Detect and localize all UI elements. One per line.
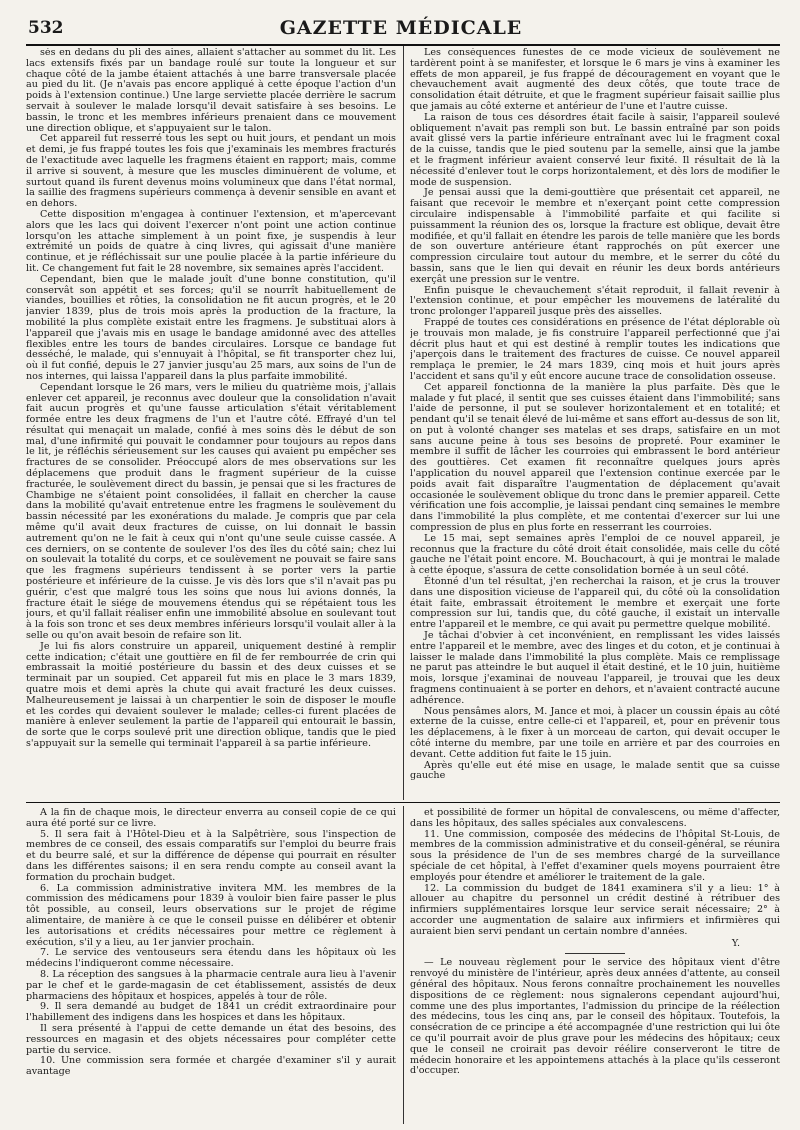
- paragraph: Je pensai aussi que la demi-gouttière que présentait cet appareil, ne faisant que recevoir le membre et n'exerçant point cette compression circulaire indispensable à l'immobilité parfaite et qui facilite si puissamment la réunion des os, lorsque la fracture est oblique, devait être modifiée, et qu'il fallait en étendre les parois de telle manière que les bords de son ouverture antérieure étant rapprochés on pût exercer une compression circulaire tout autour du membre, et le serrer du côté du bassin, sans que le lien qui devait en réunir les deux bords antérieurs exerçât une pression sur le ventre.: [410, 187, 780, 285]
- paragraph: Cependant, bien que le malade jouît d'une bonne constitution, qu'il conservât son appétit et ses forces; qu'il se nourrît habituellement de viandes, bouillies et rôties, la consolidation ne fit aucun progrès, et le 20 janvier 1839, plus de trois mois après la production de la fracture, la mobilité la plus complète existait entre les fragmens. Je substituai alors à l'appareil que j'avais mis en usage le bandage amidonné avec des attelles flexibles entre les tours de bandes circulaires. Lorsque ce bandage fut desséché, le malade, qui s'ennuyait à l'hôpital, se fit transporter chez lui, où il fut confié, depuis le 27 janvier jusqu'au 25 mars, aux soins de l'un de nos internes, qui laissa l'appareil dans la plus parfaite immobilité.: [26, 273, 396, 382]
- page-header: [22, 14, 780, 44]
- journal-title: GAZETTE MÉDICALE: [279, 17, 523, 39]
- article-column-right: [410, 48, 780, 796]
- paragraph: 8. La réception des sangsues à la pharmacie centrale aura lieu à l'avenir par le chef et le garde-magasin de cet établissement, assistés de deux pharmaciens des hôpitaux et hospices, appelés à tour de rôle.: [26, 968, 396, 1002]
- author-signature: Y.: [731, 937, 740, 949]
- separator-line: [565, 953, 625, 954]
- article-column-left: [26, 48, 396, 796]
- paragraph: et possibilité de former un hôpital de convalescens, ou même d'affecter, dans les hôpitaux, des salles spéciales aux convalescens.: [410, 808, 780, 829]
- paragraph: 7. Le service des ventouseurs sera étendu dans les hôpitaux où les médecins l'indiqueront comme nécessaire.: [26, 947, 396, 970]
- news-column-left: [26, 808, 396, 1122]
- paragraph: A la fin de chaque mois, le directeur enverra au conseil copie de ce qui aura été porté sur ce livre.: [26, 808, 396, 829]
- paragraph: Il sera présenté à l'appui de cette demande un état des besoins, des ressources en magasin et des objets nécessaires pour compléter cette partie du service.: [26, 1022, 396, 1056]
- paragraph: 6. La commission administrative invitera MM. les membres de la commission des médicamens pour 1839 à vouloir bien faire passer le plus tôt possible, au conseil, leurs observations sur le projet de régime alimentaire, de manière à ce que le conseil puisse en délibérer et obtenir les autorisations et crédits nécessaires pour mettre ce règlement à exécution, s'il y a lieu, au 1er janvier prochain.: [26, 882, 396, 948]
- paragraph: Cet appareil fonctionna de la manière la plus parfaite. Dès que le malade y fut placé, il sentit que ses cuisses étaient dans l'immobilité; sans l'aide de personne, il put se soulever horizontalement et en totalité; et pendant qu'il se tenait élevé de lui-même et sans effort au-dessus de son lit, on put à volonté changer ses matelas et ses draps, satisfaire en un mot sans aucune peine à tous ses besoins de propreté. Pour examiner le membre il suffit de lâcher les courroies qui embrassent le bord antérieur des gouttières. Cet examen fit reconnaître quelques jours après l'application du nouvel appareil que l'extension continue exercée par le poids avait fait disparaître l'augmentation de déplacement qu'avait occasionée le soulèvement oblique du tronc dans le premier appareil. Cette vérification une fois accomplie, je laissai pendant cinq semaines le membre dans l'immobilité la plus complète, et me contentai d'exercer sur lui une compression de plus en plus forte en resserrant les courroies.: [410, 381, 780, 534]
- paragraph: 12. La commission du budget de 1841 examinera s'il y a lieu: 1° à allouer au chapitre du personnel un crédit destiné à rétribuer des infirmiers supplémentaires lorsque leur service serait nécessaire; 2° à accorder une augmentation de salaire aux infirmiers et infirmières qui auraient bien servi pendant un certain nombre d'années.: [410, 882, 780, 937]
- paragraph: Le 15 mai, sept semaines après l'emploi de ce nouvel appareil, je reconnus que la fracture du côté droit était consolidée, mais celle du côté gauche ne l'était point encore. M. Bouchacourt, à qui je montrai le malade à cette époque, s'assura de cette consolidation bornée à un seul côté.: [410, 532, 780, 577]
- paragraph: 9. Il sera demandé au budget de 1841 un crédit extraordinaire pour l'habillement des indigens dans les hospices et dans les hôpitaux.: [26, 1001, 396, 1024]
- paragraph: sés en dedans du pli des aines, allaient s'attacher au sommet du lit. Les lacs extensifs fixés par un bandage roulé sur toute la longueur et sur chaque côté de la jambe étaient attachés à une barre transversale placée au pied du lit. (Je n'avais pas encore appliqué à cette époque l'action d'un poids à l'extension continue.) Une large serviette placée derrière le sacrum servait à soulever le malade lorsqu'il devait satisfaire à ses besoins. Le bassin, le tronc et les membres inférieurs prenaient dans ce mouvement une direction oblique, et s'appuyaient sur le talon.: [26, 48, 396, 134]
- paragraph: Je tâchai d'obvier à cet inconvénient, en remplissant les vides laissés entre l'appareil et le membre, avec des linges et du coton, et je continuai à laisser le malade dans l'immobilité la plus complète. Mais ce remplissage ne parut pas atteindre le but auquel il était destiné, et le 10 juin, huitième mois, lorsque j'examinai de nouveau l'appareil, je trouvai que les deux fragmens continuaient à se porter en dehors, et n'avaient contracté aucune adhérence.: [410, 630, 780, 706]
- paragraph: Cet appareil fut resserré tous les sept ou huit jours, et pendant un mois et demi, je fus frappé toutes les fois que j'examinais les membres fracturés de l'exactitude avec laquelle les fragmens étaient en rapport; mais, comme il arrive si souvent, à mesure que les muscles diminuèrent de volume, et surtout quand ils furent devenus moins volumineux que dans l'état normal, la saillie des fragmens supérieurs commença à devenir sensible en avant et en dehors.: [26, 133, 396, 210]
- paragraph: Je lui fis alors construire un appareil, uniquement destiné à remplir cette indication; c'était une gouttière en fil de fer rembourrée de crin qui embrassait la moitié postérieure du bassin et des deux cuisses et se terminait par un soupied. Cet appareil fut mis en place le 3 mars 1839, quatre mois et demi après la chute qui avait fracturé les deux cuisses. Malheureusement je laissai à un charpentier le soin de disposer le moufle et les cordes qui devaient soulever le malade; celles-ci furent placées de manière à enlever seulement la partie de l'appareil qui entourait le bassin, de sorte que le corps soulevé prit une direction oblique, tandis que le pied s'appuyait sur la semelle qui terminait l'appareil à sa partie inférieure.: [26, 640, 396, 749]
- paragraph: Cette disposition m'engagea à continuer l'extension, et m'apercevant alors que les lacs qui doivent l'exercer n'ont point une action continue lorsqu'on les attache simplement à un point fixe, je suspendis à leur extrémité un poids de quatre à cinq livres, qui agissait d'une manière continue, et je réfléchissait sur une poulie placée à la partie inférieure du lit. Ce changement fut fait le 28 novembre, six semaines après l'accident.: [26, 208, 396, 274]
- paragraph: Après qu'elle eut été mise en usage, le malade sentit que sa cuisse gauche: [410, 759, 780, 782]
- paragraph: 5. Il sera fait à l'Hôtel-Dieu et à la Salpêtrière, sous l'inspection de membres de ce conseil, des essais comparatifs sur l'emploi du beurre frais et du beurre salé, et sur la différence de dépense qui pourrait en résulter dans les différentes saisons; il en sera rendu compte au conseil avant la formation du prochain budget.: [26, 828, 396, 883]
- paragraph: — Le nouveau règlement pour le service des hôpitaux vient d'être renvoyé du ministère de l'intérieur, après deux années d'attente, au conseil général des hôpitaux. Nous ferons connaître prochainement les nouvelles dispositions de ce règlement: nous signalerons cependant aujourd'hui, comme une des plus importantes, l'admission du principe de la réélection des médecins, tous les cinq ans, par le conseil des hôpitaux. Toutefois, la consécration de ce principe a été accompagnée d'une restriction qui lui ôte ce qu'il pourrait avoir de plus grave pour les médecins des hôpitaux; ceux que le conseil ne croirait pas devoir réélire conserveront le titre de médecin honoraire et les appointemens attachés à la place qu'ils cesseront d'occuper.: [410, 957, 780, 1077]
- column-divider: [403, 806, 404, 1124]
- paragraph: Cependant lorsque le 26 mars, vers le milieu du quatrième mois, j'allais enlever cet appareil, je reconnus avec douleur que la consolidation n'avait fait aucun progrès et qu'une fausse articulation s'était véritablement formée entre les deux fragmens de l'un et l'autre côté. Effrayé d'un tel résultat qui menaçait un malade, confié à mes soins dès le début de son mal, d'une infirmité qui pouvait le condamner pour toujours au repos dans le lit, je réfléchis sérieusement sur les causes qui avaient pu empêcher ses fractures de se consolider. Préoccupé alors de mes observations sur les déplacemens que produit dans le fragment supérieur de la cuisse fracturée, le soulèvement direct du bassin, je pensai que si les fractures de Chambige ne s'étaient point consolidées, il fallait en chercher la cause dans la mobilité qu'avait entretenue entre les fragmens le soulèvement du bassin nécessité par les exonérations du malade. Je compris que par cela même qu'il avait deux fractures de cuisse, on lui donnait le bassin autrement qu'on ne le fait à ceux qui n'ont qu'une seule cuisse cassée. A ces derniers, on se contente de soulever l'os des îles du côté sain; chez lui on soulevait la totalité du corps, et ce soulèvement ne pouvait se faire sans que les fragmens supérieurs tendissent à se porter vers la partie postérieure et inférieure de la cuisse. Je vis dès lors que s'il n'avait pas pu guérir, c'est que malgré tous les soins que nous lui avions donnés, la fracture était le siége de mouvemens étendus qui se répétaient tous les jours, et qu'il fallait réaliser enfin une immobilité absolue en soulevant tout à la fois son tronc et ses deux membres inférieurs lorsqu'il voulait aller à la selle ou qu'on avait besoin de refaire son lit.: [26, 381, 396, 642]
- paragraph: Frappé de toutes ces considérations en présence de l'état déplorable où je trouvais mon malade, je fis construire l'appareil perfectionné que j'ai décrit plus haut et qui est destiné à remplir toutes les indications que j'aperçois dans le traitement des fractures de cuisse. Ce nouvel appareil remplaça le premier, le 24 mars 1839, cinq mois et huit jours après l'accident et sans qu'il y eût encore aucune trace de consolidation osseuse.: [410, 316, 780, 382]
- column-divider: [403, 46, 404, 800]
- paragraph: 10. Une commission sera formée et chargée d'examiner s'il y aurait avantage: [26, 1055, 396, 1078]
- paragraph: Les conséquences funestes de ce mode vicieux de soulèvement ne tardèrent point à se manifester, et lorsque le 6 mars je vins à examiner les effets de mon appareil, je fus frappé de découragement en voyant que le chevauchement avait augmenté des deux côtés, que toute trace de consolidation était détruite, et que le fragment supérieur faisait saillie plus que jamais au côté externe et antérieur de l'une et l'autre cuisse.: [410, 48, 780, 112]
- paragraph: Nous pensâmes alors, M. Jance et moi, à placer un coussin épais au côté externe de la cuisse, entre celle-ci et l'appareil, et, pour en prévenir tous les déplacemens, à le fixer à un morceau de carton, qui devait occuper le côté interne du membre, par une toile en arrière et par des courroies en devant. Cette addition fut faite le 15 juin.: [410, 705, 780, 760]
- paragraph: La raison de tous ces désordres était facile à saisir, l'appareil soulevé obliquement n'avait pas rempli son but. Le bassin entraîné par son poids avait glissé vers la partie inférieure entraînant avec lui le fragment coxal de la cuisse, tandis que le pied soutenu par la semelle, ainsi que la jambe et le fragment inférieur avaient conservé leur fixité. Il résultait de là la nécessité d'enlever tout le corps horizontalement, et dès lors de modifier le mode de suspension.: [410, 111, 780, 188]
- section-rule: [26, 802, 780, 803]
- news-column-right: [410, 808, 780, 1122]
- paragraph: 11. Une commission, composée des médecins de l'hôpital St-Louis, de membres de la commission administrative et du conseil-général, se réunira sous la présidence de l'un de ses membres chargé de la surveillance spéciale de cet hôpital, à l'effet d'examiner quels moyens pourraient être employés pour étendre et améliorer le traitement de la gale.: [410, 828, 780, 883]
- paragraph: Enfin puisque le chevauchement s'était reproduit, il fallait revenir à l'extension continue, et pour empêcher les mouvemens de latéralité du tronc prolonger l'appareil jusque près des aisselles.: [410, 284, 780, 318]
- page-number: 532: [28, 18, 64, 38]
- paragraph: Étonné d'un tel résultat, j'en recherchai la raison, et je crus la trouver dans une disposition vicieuse de l'appareil qui, du côté où la consolidation était faite, embrassait étroitement le membre et exerçait une forte compression sur lui, tandis que, du côté gauche, il existait un intervalle entre l'appareil et le membre, ce qui avait pu permettre quelque mobilité.: [410, 576, 780, 631]
